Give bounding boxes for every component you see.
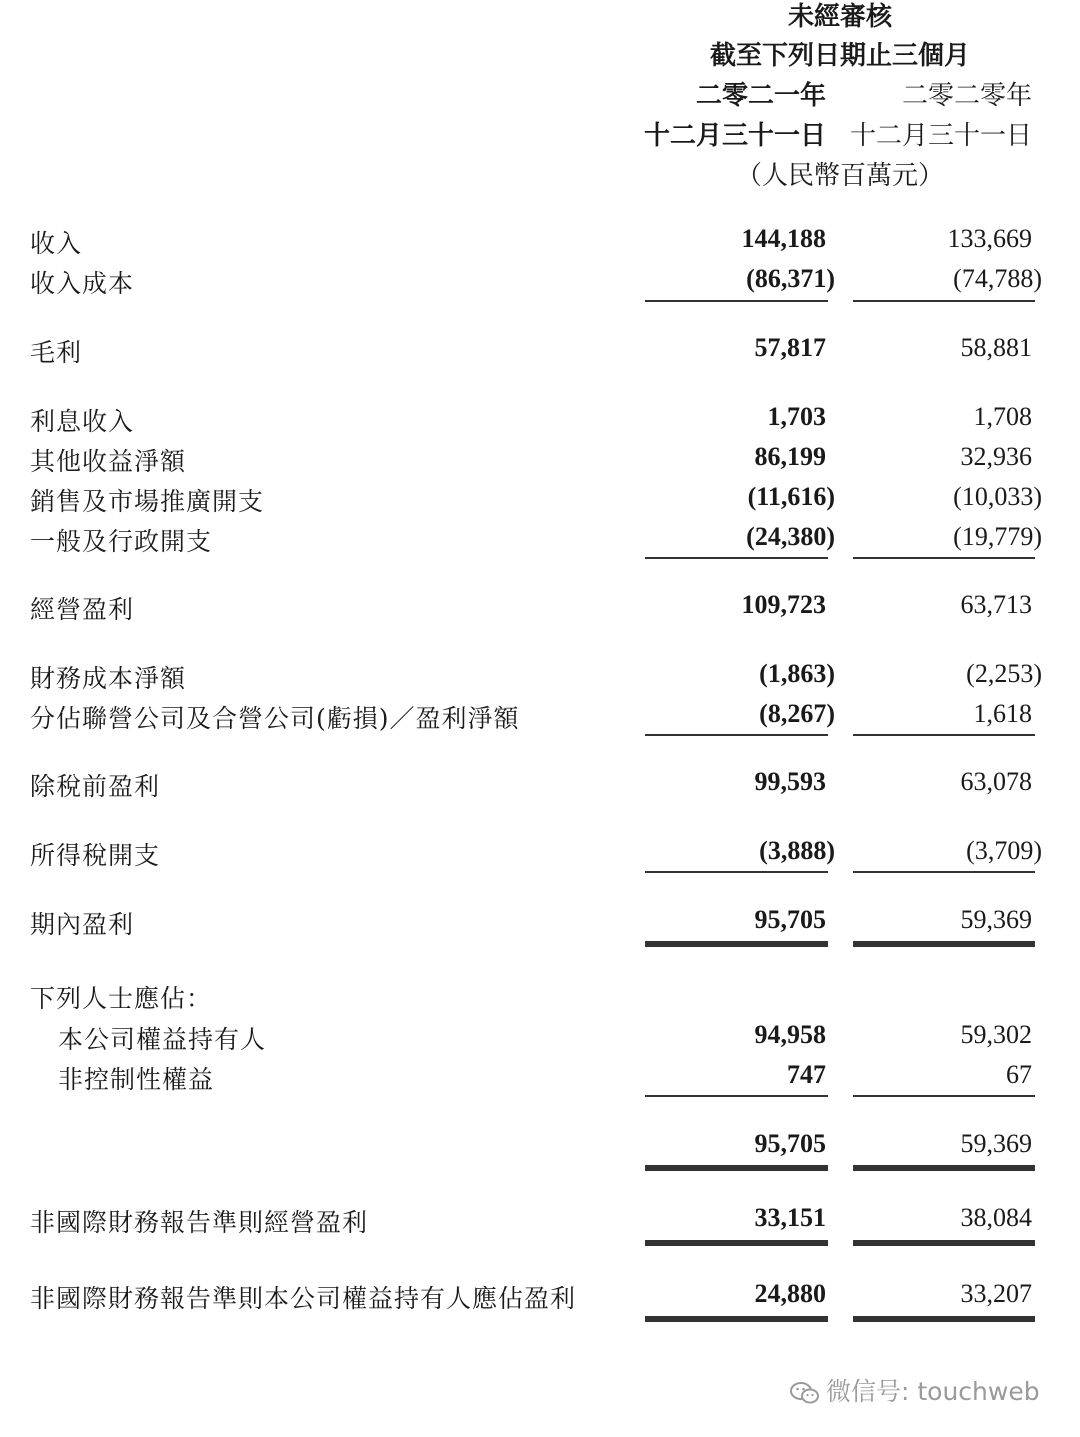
value-2021: 95,705 [754, 1129, 826, 1158]
row-label: 經營盈利 [30, 595, 135, 624]
value-2020: 1,708 [973, 402, 1032, 431]
total-double-rule-2020 [853, 1240, 1035, 1246]
value-2020: 32,936 [960, 442, 1032, 471]
value-2021: 24,880 [754, 1279, 826, 1308]
non-controlling-row [0, 1060, 1080, 1094]
value-2020: (10,033) [953, 482, 1042, 511]
subtotal-rule-2020 [853, 1095, 1035, 1097]
value-2020: 63,078 [960, 767, 1032, 796]
value-2020: 38,084 [960, 1203, 1032, 1232]
watermark [790, 1372, 1040, 1408]
row-label: 其他收益淨額 [30, 447, 187, 476]
row-label: 非國際財務報告準則經營盈利 [30, 1208, 369, 1237]
value-2020: (74,788) [953, 264, 1042, 293]
cost-of-revenue-row [0, 264, 1080, 298]
value-2020: (19,779) [953, 522, 1042, 551]
subtotal-rule-2021 [645, 557, 828, 559]
profit-period-row [0, 905, 1080, 939]
value-2021: 1,703 [767, 402, 826, 431]
value-2021: 33,151 [754, 1203, 826, 1232]
total-double-rule-2020 [853, 1316, 1035, 1322]
subtotal-rule-2020 [853, 871, 1035, 873]
row-label: 銷售及市場推廣開支 [30, 487, 265, 516]
row-label: 收入 [30, 229, 83, 258]
total-double-rule-2020 [853, 1165, 1035, 1171]
total-double-rule-2021 [645, 941, 828, 947]
row-label: 期內盈利 [30, 910, 135, 939]
subtotal-rule-2020 [853, 734, 1035, 736]
value-2020: 133,669 [947, 224, 1032, 253]
subtotal-rule-2021 [645, 734, 828, 736]
value-2021: (8,267) [759, 699, 835, 728]
row-label: 財務成本淨額 [30, 664, 187, 693]
row-label: 所得稅開支 [30, 841, 161, 870]
non-ifrs-operating-row [0, 1203, 1080, 1237]
income-tax-row [0, 836, 1080, 870]
value-2020: 1,618 [973, 699, 1032, 728]
attributable-to-row [0, 979, 1080, 1013]
total-double-rule-2021 [645, 1240, 828, 1246]
watermark-text: 微信号: touchweb [826, 1377, 1040, 1406]
subtotal-rule-2020 [853, 300, 1035, 302]
row-label: 分佔聯營公司及合營公司(虧損)／盈利淨額 [30, 704, 520, 733]
date-2020-header: 十二月三十一日 [849, 121, 1032, 151]
period-header: 截至下列日期止三個月 [709, 41, 970, 71]
subtotal-rule-2021 [645, 300, 828, 302]
value-2021: (86,371) [746, 264, 835, 293]
value-2020: 58,881 [960, 333, 1032, 362]
value-2021: 94,958 [754, 1020, 826, 1049]
row-label: 非控制性權益 [58, 1065, 215, 1094]
value-2021: 57,817 [754, 333, 826, 362]
selling-marketing-row [0, 482, 1080, 516]
year-2020-header: 二零二零年 [901, 81, 1032, 111]
value-2020: 33,207 [960, 1279, 1032, 1308]
total-attributable-row [0, 1129, 1080, 1163]
row-label: 非國際財務報告準則本公司權益持有人應佔盈利 [30, 1284, 577, 1313]
value-2020: 59,369 [960, 905, 1032, 934]
value-2021: 144,188 [741, 224, 826, 253]
value-2020: (3,709) [966, 836, 1042, 865]
row-label: 本公司權益持有人 [58, 1025, 267, 1054]
row-label: 下列人士應佔： [30, 984, 213, 1013]
revenue-row [0, 224, 1080, 258]
value-2021: 99,593 [754, 767, 826, 796]
value-2020: 59,369 [960, 1129, 1032, 1158]
year-2021-header: 二零二一年 [695, 81, 826, 111]
total-double-rule-2021 [645, 1316, 828, 1322]
value-2020: 63,713 [960, 590, 1032, 619]
value-2021: 747 [787, 1060, 826, 1089]
value-2021: 95,705 [754, 905, 826, 934]
subtotal-rule-2021 [645, 1095, 828, 1097]
general-admin-row [0, 522, 1080, 556]
value-2021: (11,616) [747, 482, 835, 511]
unit-header: （人民幣百萬元） [735, 161, 944, 191]
row-label: 一般及行政開支 [30, 527, 213, 556]
value-2021: (24,380) [746, 522, 835, 551]
row-label: 收入成本 [30, 269, 135, 298]
other-gains-row [0, 442, 1080, 476]
share-associates-row [0, 699, 1080, 733]
total-double-rule-2020 [853, 941, 1035, 947]
audit-header: 未經審核 [787, 2, 892, 32]
value-2021: (3,888) [759, 836, 835, 865]
interest-income-row [0, 402, 1080, 436]
non-ifrs-profit-row [0, 1279, 1080, 1313]
gross-profit-row [0, 333, 1080, 367]
operating-profit-row [0, 590, 1080, 624]
row-label: 除稅前盈利 [30, 772, 161, 801]
value-2021: 86,199 [754, 442, 826, 471]
date-2021-header: 十二月三十一日 [643, 121, 826, 151]
value-2020: 59,302 [960, 1020, 1032, 1049]
total-double-rule-2021 [645, 1165, 828, 1171]
value-2020: 67 [1006, 1060, 1032, 1089]
profit-before-tax-row [0, 767, 1080, 801]
row-label: 利息收入 [30, 407, 135, 436]
equity-holders-row [0, 1020, 1080, 1054]
value-2020: (2,253) [966, 659, 1042, 688]
value-2021: 109,723 [741, 590, 826, 619]
value-2021: (1,863) [759, 659, 835, 688]
wechat-icon [790, 1381, 820, 1405]
subtotal-rule-2021 [645, 871, 828, 873]
finance-costs-row [0, 659, 1080, 693]
subtotal-rule-2020 [853, 557, 1035, 559]
row-label: 毛利 [30, 338, 83, 367]
